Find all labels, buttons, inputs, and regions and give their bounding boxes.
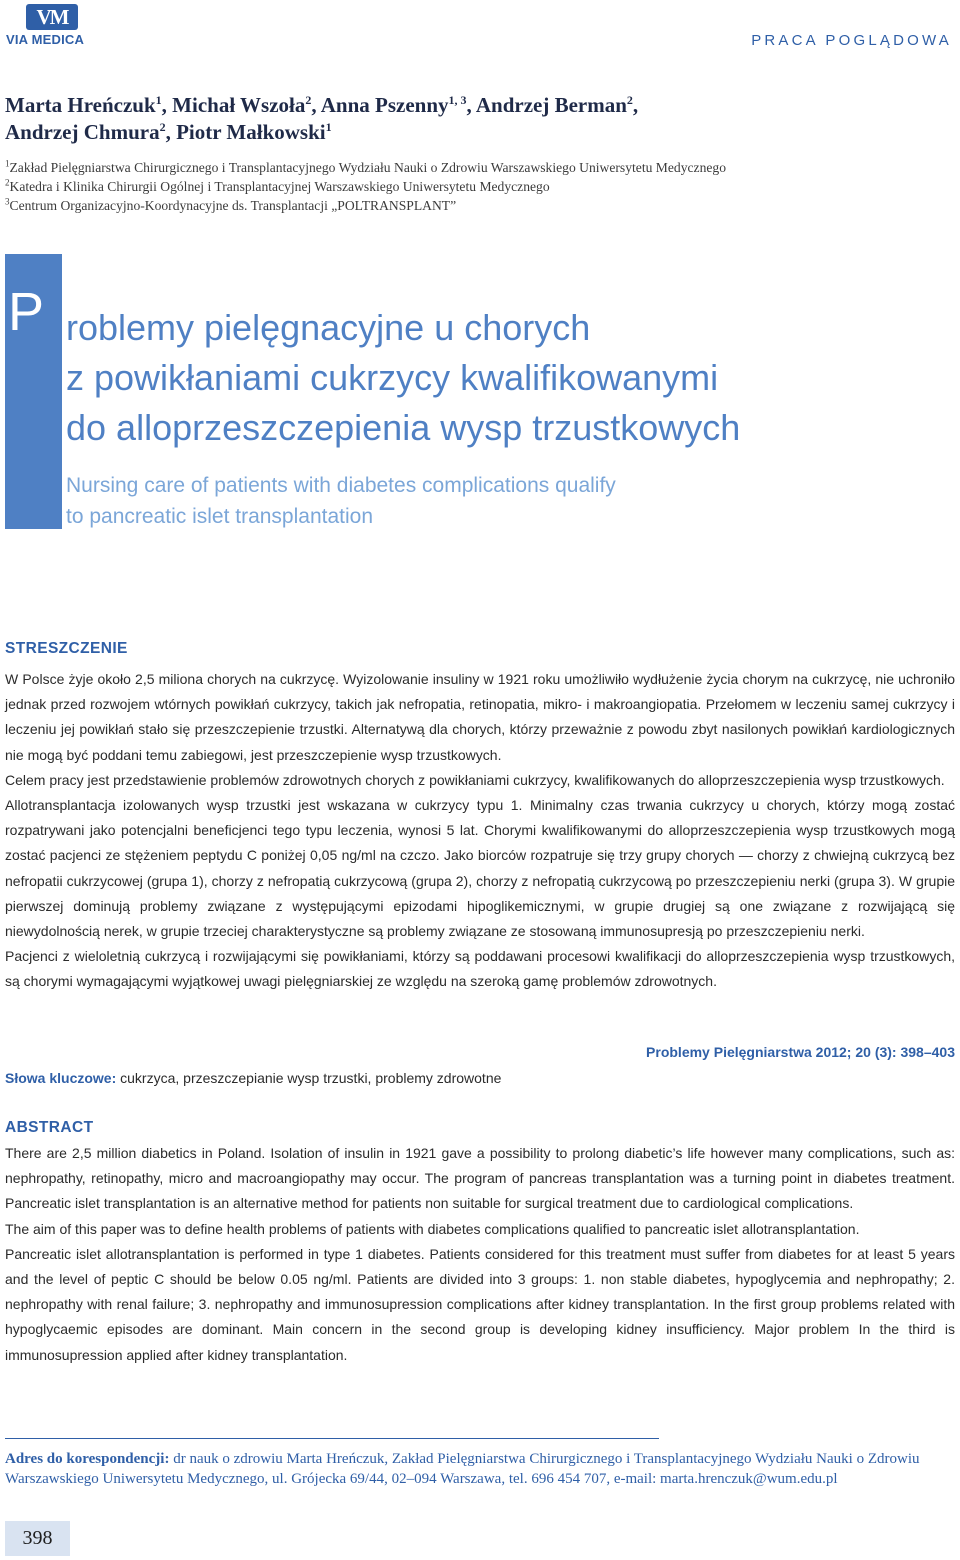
journal-citation: Problemy Pielęgniarstwa 2012; 20 (3): 398–403 <box>646 1044 955 1060</box>
keywords-line <box>5 1068 501 1088</box>
paragraph: Pacjenci z wieloletnią cukrzycą i rozwijającymi się powikłaniami, którzy są poddawani procesowi kwalifikacji do alloprzeszczepienia wysp trzustkowych, są chorymi wymagającymi wyjątkowej uwagi pielęgniarskiej ze względu na szeroką gamę problemów zdrowotnych. <box>5 948 955 990</box>
article-title-polish <box>66 303 946 453</box>
logo-mark: VM <box>26 4 78 30</box>
streszczenie-body <box>5 667 955 995</box>
keywords-text: cukrzyca, przeszczepianie wysp trzustki, problemy zdrowotne <box>120 1070 502 1086</box>
publisher-logo <box>6 4 96 48</box>
author-name: Piotr Małkowski <box>176 120 326 144</box>
author-name: Andrzej Berman <box>475 93 627 117</box>
title-line: do alloprzeszczepienia wysp trzustkowych <box>66 407 741 448</box>
affiliation-text: Zakład Pielęgniarstwa Chirurgicznego i Transplantacyjnego Wydziału Nauki o Zdrowiu Warszawskiego Uniwersytetu Medycznego <box>9 160 726 175</box>
keywords-label: Słowa kluczowe: <box>5 1070 117 1086</box>
correspondence-text: dr nauk o zdrowiu Marta Hreńczuk, Zakład Pielęgniarstwa Chirurgicznego i Transplantacyjnego Wydziału Nauki o Zdrowiu Warszawskiego Uniwersytetu Medycznego, ul. Grójecka 69/44, 02–094 Warszawa, tel. 696 454 707, e-mail: marta.hrenczuk@wum.edu.pl <box>5 1451 920 1487</box>
affiliation-sup: 1 <box>5 158 10 169</box>
affiliation-sup: 2 <box>5 177 10 188</box>
abstract-body <box>5 1141 955 1368</box>
title-line: z powikłaniami cukrzycy kwalifikowanymi <box>66 357 719 398</box>
affiliation-list <box>5 158 955 215</box>
abstract-heading: ABSTRACT <box>5 1119 94 1136</box>
author-affiliation-sup: 1, 3 <box>448 93 467 107</box>
author-affiliation-sup: 2 <box>626 93 633 107</box>
author-separator: , <box>165 120 177 144</box>
affiliation <box>5 158 955 177</box>
author-affiliation-sup: 2 <box>159 120 166 134</box>
author-separator: , <box>311 93 321 117</box>
article-title-english <box>66 470 826 532</box>
title-initial-letter: P <box>8 282 45 342</box>
author-affiliation-sup: 1 <box>325 120 332 134</box>
affiliation-text: Centrum Organizacyjno-Koordynacyjne ds. Transplantacji „POLTRANSPLANT” <box>9 198 457 213</box>
paragraph: W Polsce żyje około 2,5 miliona chorych na cukrzycę. Wyizolowanie insuliny w 1921 roku umożliwiło wydłużenie życia chorym na cukrzycę, nie uchroniło jednak przed rozwojem wtórnych powikłań cukrzycy, takich jak nefropatia, retinopatia, mikro- i makroangiopatia. Przełomem w leczeniu samej cukrzycy i leczeniu jej powikłań stało się przeszczepienie trzustki. Alternatywą dla chorych, którzy przeważnie z powodu zbyt nasilonych powikłań kardiologicznych nie mogą być poddani temu zabiegowi, jest przeszczepienie wysp trzustkowych. <box>5 671 955 763</box>
streszczenie-heading: STRESZCZENIE <box>5 640 128 657</box>
author-list <box>5 92 945 146</box>
affiliation <box>5 196 955 215</box>
author-affiliation-sup: 2 <box>305 93 312 107</box>
author-separator: , <box>161 93 173 117</box>
author-affiliation-sup: 1 <box>155 93 162 107</box>
paragraph: Allotransplantacja izolowanych wysp trzustki jest wskazana w cukrzycy typu 1. Minimalny czas trwania cukrzycy u chorych, którzy mogą zostać rozpatrywani jako potencjalni beneficjenci tego typu leczenia, wynosi 5 lat. Chorymi kwalifikowanymi do alloprzeszczepienia wysp trzustkowych mogą zostać pacjenci ze stężeniem peptydu C poniżej 0,05 ng/ml na czczo. Jako biorców rozpatruje się trzy grupy chorych — chorzy z chwiejną cukrzycą bez nefropatii cukrzycowej (grupa 1), chorzy z nefropatią cukrzycową (grupa 2), chorzy z nefropatią cukrzycową po przeszczepieniu nerki (grupa 3). W grupie pierwszej dominują problemy związane z występującymi epizodami hipoglikemicznymi, w grupie drugiej są one związane z rozwijającą się niewydolnością nerek, w grupie trzeciej charakterystyczne są problemy związane ze stosowaną immunosupresją po przeszczepieniu nerki. <box>5 797 955 940</box>
correspondence-label: Adres do korespondencji: <box>5 1451 170 1467</box>
footnote-divider <box>5 1438 659 1439</box>
author-separator: , <box>466 93 476 117</box>
author-name: Michał Wszoła <box>172 93 306 117</box>
paragraph: Celem pracy jest przedstawienie problemów zdrowotnych chorych z powikłaniami cukrzycy, kwalifikowanych do alloprzeszczepienia wysp trzustkowych. <box>5 771 945 788</box>
affiliation-sup: 3 <box>5 196 10 207</box>
section-label: PRACA POGLĄDOWA <box>751 32 952 49</box>
affiliation-text: Katedra i Klinika Chirurgii Ogólnej i Transplantacyjnej Warszawskiego Uniwersytetu Medycznego <box>9 179 550 194</box>
subtitle-line: to pancreatic islet transplantation <box>66 505 374 528</box>
subtitle-line: Nursing care of patients with diabetes complications qualify <box>66 474 616 497</box>
paragraph: Pancreatic islet allotransplantation is performed in type 1 diabetes. Patients considered for this treatment must suffer from diabetes for at least 5 years and the level of peptic C should be below 0.05 ng/ml. Patients are divided into 3 groups: 1. non stable diabetes, hypoglycemia and nephropathy; 2. nephropathy with renal failure; 3. nephropathy and immunosupression complications after kidney transplantation. In the first group problems related with hypoglycaemic episodes are dominant. Main concern in the second group is developing kidney insufficiency. Major problem In the third is immunosupression applied after kidney transplantation. <box>5 1245 955 1363</box>
correspondence-address <box>5 1449 955 1489</box>
page-number: 398 <box>22 1527 53 1549</box>
paragraph: The aim of this paper was to define health problems of patients with diabetes complications qualified to pancreatic islet allotransplantation. <box>5 1220 860 1237</box>
author-separator: , <box>632 93 639 117</box>
title-line: roblemy pielęgnacyjne u chorych <box>66 307 591 348</box>
author-name: Marta Hreńczuk <box>5 93 156 117</box>
author-name: Andrzej Chmura <box>5 120 160 144</box>
logo-text: VIA MEDICA <box>6 32 85 47</box>
paragraph: There are 2,5 million diabetics in Poland. Isolation of insulin in 1921 gave a possibility to prolong diabetic’s life however many complications, such as: nephropathy, retinopathy, micro and macroangiopathy may occur. The program of pancreas transplantation was a turning point in diabetes treatment. Pancreatic islet transplantation is an alternative method for patients non suitable for surgical treatment due to cardiological complications. <box>5 1145 955 1212</box>
author-name: Anna Pszenny <box>320 93 449 117</box>
affiliation <box>5 177 955 196</box>
